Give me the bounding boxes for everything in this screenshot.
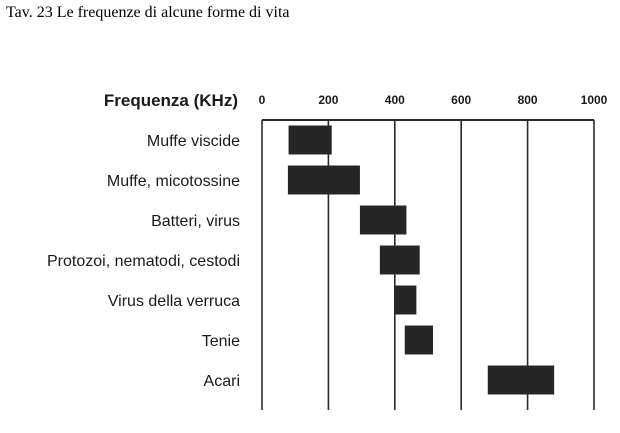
page-title: Tav. 23 Le frequenze di alcune forme di vita — [6, 4, 290, 21]
range-bar — [395, 286, 417, 315]
range-bar — [288, 166, 360, 195]
category-label: Acari — [203, 373, 240, 390]
category-label: Protozoi, nematodi, cestodi — [47, 253, 240, 270]
tick-label-600: 600 — [451, 93, 472, 107]
range-bar — [380, 246, 420, 275]
category-label: Batteri, virus — [151, 213, 240, 230]
range-bar — [488, 366, 554, 395]
category-label: Muffe viscide — [146, 133, 240, 150]
axis-title: Frequenza (KHz) — [103, 91, 238, 110]
category-label: Virus della verruca — [107, 293, 240, 310]
category-labels — [47, 133, 240, 390]
tick-label-1000: 1000 — [580, 93, 608, 107]
tick-label-800: 800 — [517, 93, 538, 107]
x-tick-labels — [259, 93, 608, 107]
tick-label-0: 0 — [258, 93, 266, 107]
category-label: Tenie — [201, 333, 240, 350]
range-bar — [405, 326, 433, 355]
range-bar — [289, 126, 332, 155]
category-label: Muffe, micotossine — [106, 173, 240, 190]
range-bar — [360, 206, 406, 235]
tick-label-400: 400 — [384, 93, 405, 107]
tick-label-200: 200 — [318, 93, 339, 107]
